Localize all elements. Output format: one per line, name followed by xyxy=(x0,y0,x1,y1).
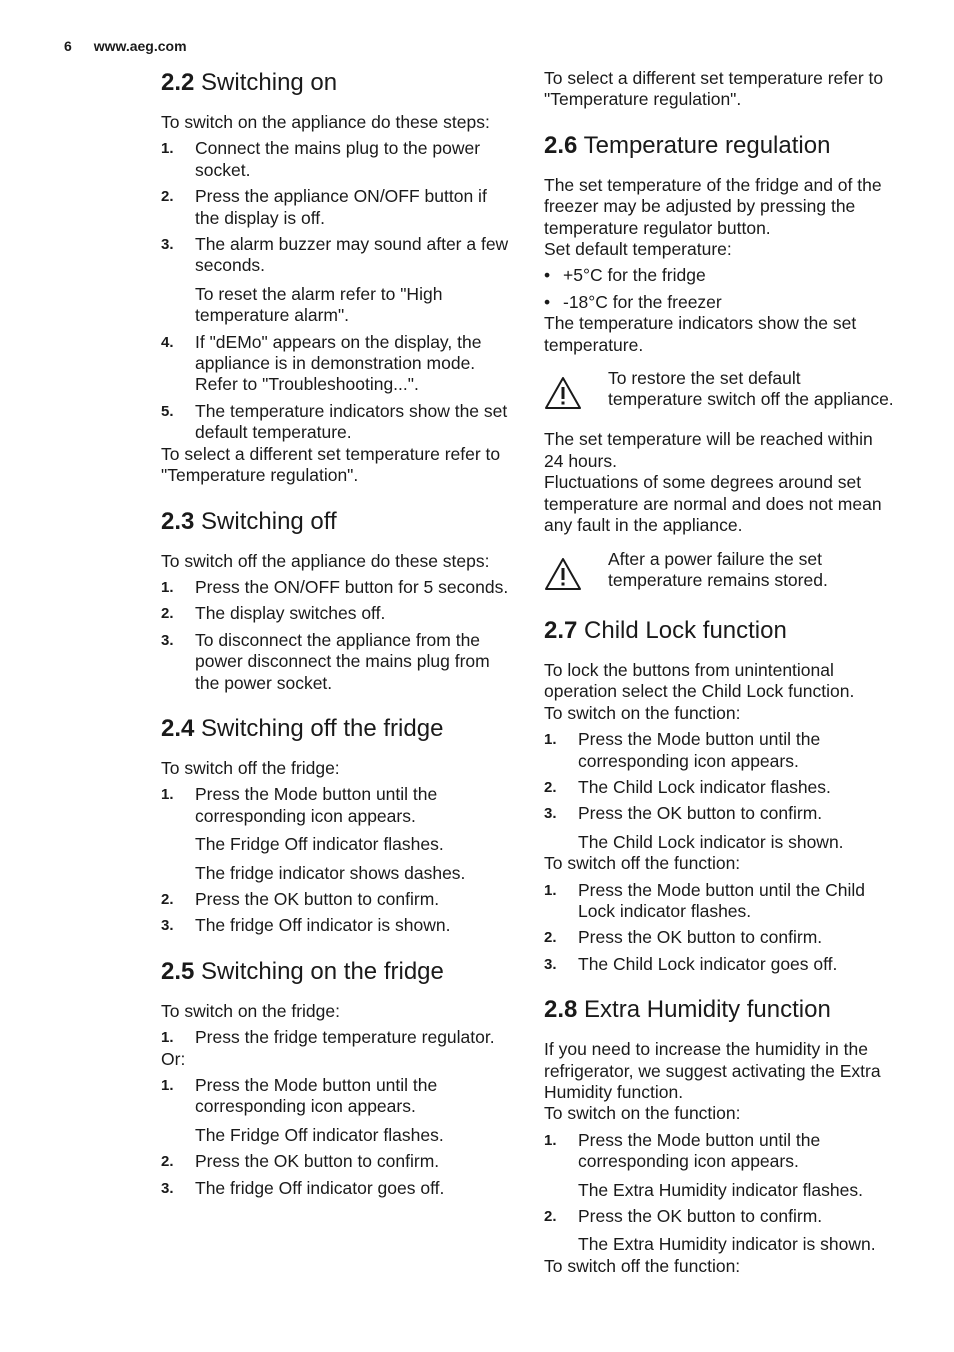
section-2-7 xyxy=(544,616,896,975)
section-heading: 2.7 Child Lock function xyxy=(544,616,787,644)
page-number: 6 xyxy=(64,38,72,54)
paragraph: To select a different set temperature refer to "Temperature regulation". xyxy=(161,443,501,486)
list-item: 1. Press the Mode button until the corresponding icon appears. xyxy=(161,784,438,826)
list-item: 3. The Child Lock indicator goes off. xyxy=(544,953,838,974)
paragraph: To switch on the function: xyxy=(544,1103,741,1124)
list-item: 2. Press the OK button to confirm. xyxy=(161,1151,440,1172)
section-heading: 2.3 Switching off xyxy=(161,507,337,535)
page-header xyxy=(64,38,187,54)
step-note: The Extra Humidity indicator flashes. xyxy=(578,1179,863,1200)
list-item: 3. The fridge Off indicator is shown. xyxy=(161,915,451,936)
list-item: 2. Press the appliance ON/OFF button if the display is off. xyxy=(161,186,487,228)
list-item: 3. To disconnect the appliance from the power disconnect the mains plug from the power socket. xyxy=(161,629,490,693)
warning-note: After a power failure the set temperature remains stored. xyxy=(544,549,896,596)
section-2-5 xyxy=(161,957,513,1199)
list-item: 2. Press the OK button to confirm. xyxy=(544,927,823,948)
bullet-item: • +5°C for the fridge xyxy=(544,265,706,286)
list-item: 1. Press the fridge temperature regulator. xyxy=(161,1027,495,1048)
list-item: 4. If "dEMo" appears on the display, the appliance is in demonstration mode. Refer to "Troubleshooting...". xyxy=(161,331,482,395)
paragraph: Set default temperature: xyxy=(544,239,732,260)
section-2-2 xyxy=(161,68,513,487)
paragraph: To switch on the function: xyxy=(544,702,741,723)
section-heading: 2.5 Switching on the fridge xyxy=(161,957,444,985)
paragraph: If you need to increase the humidity in the refrigerator, we suggest activating the Extra Humidity function. xyxy=(544,1039,881,1102)
paragraph: The set temperature of the fridge and of the freezer may be adjusted by pressing the temperature regulator button. xyxy=(544,174,882,238)
paragraph: To switch on the fridge: xyxy=(161,1000,340,1021)
list-item: 2. Press the OK button to confirm. xyxy=(544,1206,823,1227)
section-2-8 xyxy=(544,995,896,1277)
paragraph: Fluctuations of some degrees around set temperature are normal and does not mean any fault in the appliance. xyxy=(544,472,882,536)
list-item: 1. Press the ON/OFF button for 5 seconds. xyxy=(161,576,509,597)
paragraph: To lock the buttons from unintentional operation select the Child Lock function. xyxy=(544,659,855,702)
list-item: 1. Press the Mode button until the Child Lock indicator flashes. xyxy=(544,879,865,921)
step-note: The fridge indicator shows dashes. xyxy=(195,862,466,883)
step-note: The Fridge Off indicator flashes. xyxy=(195,834,444,855)
step-note: The Extra Humidity indicator is shown. xyxy=(578,1234,876,1255)
list-item: 5. The temperature indicators show the set default temperature. xyxy=(161,400,508,443)
section-heading: 2.2 Switching on xyxy=(161,69,338,96)
list-item: 1. Press the Mode button until the corresponding icon appears. xyxy=(544,1129,821,1172)
section-heading: 2.4 Switching off the fridge xyxy=(161,714,444,742)
warning-triangle-icon xyxy=(544,368,608,415)
step-note: To reset the alarm refer to "High temperature alarm". xyxy=(195,283,443,326)
section-heading: 2.6 Temperature regulation xyxy=(544,131,831,159)
paragraph: Or: xyxy=(161,1048,186,1069)
list-item: 2. The Child Lock indicator flashes. xyxy=(544,776,831,797)
paragraph: To switch off the function: xyxy=(544,1255,741,1276)
list-item: 3. The alarm buzzer may sound after a few seconds. xyxy=(161,234,509,276)
right-column xyxy=(544,68,896,1277)
bullet-item: • -18°C for the freezer xyxy=(544,291,722,312)
site-url: www.aeg.com xyxy=(93,38,187,54)
list-item: 3. The fridge Off indicator goes off. xyxy=(161,1177,445,1198)
step-note: The Child Lock indicator is shown. xyxy=(578,831,844,852)
list-item: 1. Press the Mode button until the corresponding icon appears. xyxy=(544,729,821,771)
list-item: 3. Press the OK button to confirm. xyxy=(544,803,823,824)
left-column xyxy=(161,68,513,1219)
list-item: 1. Press the Mode button until the corresponding icon appears. xyxy=(161,1075,438,1117)
step-note: The Fridge Off indicator flashes. xyxy=(195,1124,444,1145)
paragraph: To switch off the appliance do these steps: xyxy=(161,550,490,571)
warning-triangle-icon xyxy=(544,549,608,596)
paragraph: To switch on the appliance do these steps: xyxy=(161,112,490,132)
list-item: 2. Press the OK button to confirm. xyxy=(161,888,440,909)
paragraph: The temperature indicators show the set temperature. xyxy=(544,313,857,355)
section-heading: 2.8 Extra Humidity function xyxy=(544,996,831,1024)
section-2-6 xyxy=(544,131,896,596)
paragraph: To switch off the function: xyxy=(544,853,741,874)
paragraph: The set temperature will be reached within 24 hours. xyxy=(544,429,873,471)
section-2-4 xyxy=(161,714,513,937)
paragraph: To select a different set temperature refer to "Temperature regulation". xyxy=(544,68,884,110)
section-2-3 xyxy=(161,507,513,694)
warning-note: To restore the set default temperature switch off the appliance. xyxy=(544,368,896,415)
list-item: 2. The display switches off. xyxy=(161,603,386,624)
paragraph: To switch off the fridge: xyxy=(161,757,340,778)
list-item: 1. Connect the mains plug to the power socket. xyxy=(161,138,481,180)
